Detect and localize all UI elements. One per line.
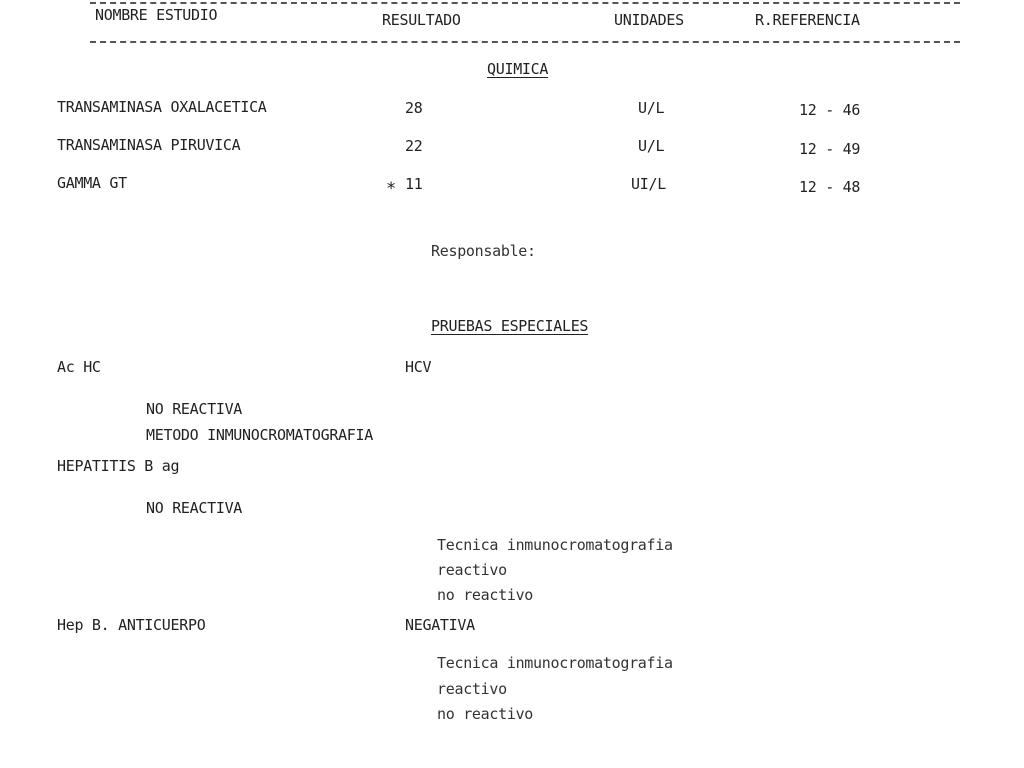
table-row-result: 11 <box>405 175 423 193</box>
test-result-hep-b-antibody: NEGATIVA <box>405 616 475 634</box>
header-bottom-rule <box>90 41 960 43</box>
table-row-units: UI/L <box>631 175 666 193</box>
column-header-units: UNIDADES <box>614 11 684 29</box>
option-reactive: reactivo <box>437 561 507 579</box>
table-row-result: 22 <box>405 137 423 155</box>
table-row-reference: 12 - 48 <box>799 178 861 196</box>
header-top-rule <box>90 2 960 4</box>
table-row-name: TRANSAMINASA PIRUVICA <box>57 136 241 154</box>
option-reactive: reactivo <box>437 680 507 698</box>
test-method-ac-hc: METODO INMUNOCROMATOGRAFIA <box>146 426 374 444</box>
column-header-reference: R.REFERENCIA <box>755 11 860 29</box>
table-row-name: GAMMA GT <box>57 174 127 192</box>
section-title-chemistry: QUIMICA <box>487 60 549 78</box>
option-non-reactive: no reactivo <box>437 705 534 723</box>
technique-hep-b-antibody: Tecnica inmunocromatografia <box>437 654 673 672</box>
abnormal-flag: * <box>386 179 396 199</box>
test-result-hepatitis-b-ag: NO REACTIVA <box>146 499 243 517</box>
table-row-reference: 12 - 46 <box>799 101 861 119</box>
responsible-label: Responsable: <box>431 242 536 260</box>
test-result-ac-hc: NO REACTIVA <box>146 400 243 418</box>
table-row-name: TRANSAMINASA OXALACETICA <box>57 98 267 116</box>
table-row-reference: 12 - 49 <box>799 140 861 158</box>
column-header-result: RESULTADO <box>382 11 461 29</box>
technique-hepatitis-b-ag: Tecnica inmunocromatografia <box>437 536 673 554</box>
option-non-reactive: no reactivo <box>437 586 534 604</box>
test-code-hcv: HCV <box>405 358 432 376</box>
table-row-result: 28 <box>405 99 423 117</box>
test-name-ac-hc: Ac HC <box>57 358 101 376</box>
table-row-units: U/L <box>638 99 665 117</box>
section-title-special-tests: PRUEBAS ESPECIALES <box>431 317 589 335</box>
column-header-study: NOMBRE ESTUDIO <box>95 6 218 24</box>
test-name-hep-b-antibody: Hep B. ANTICUERPO <box>57 616 206 634</box>
test-name-hepatitis-b-ag: HEPATITIS B ag <box>57 457 180 475</box>
table-row-units: U/L <box>638 137 665 155</box>
